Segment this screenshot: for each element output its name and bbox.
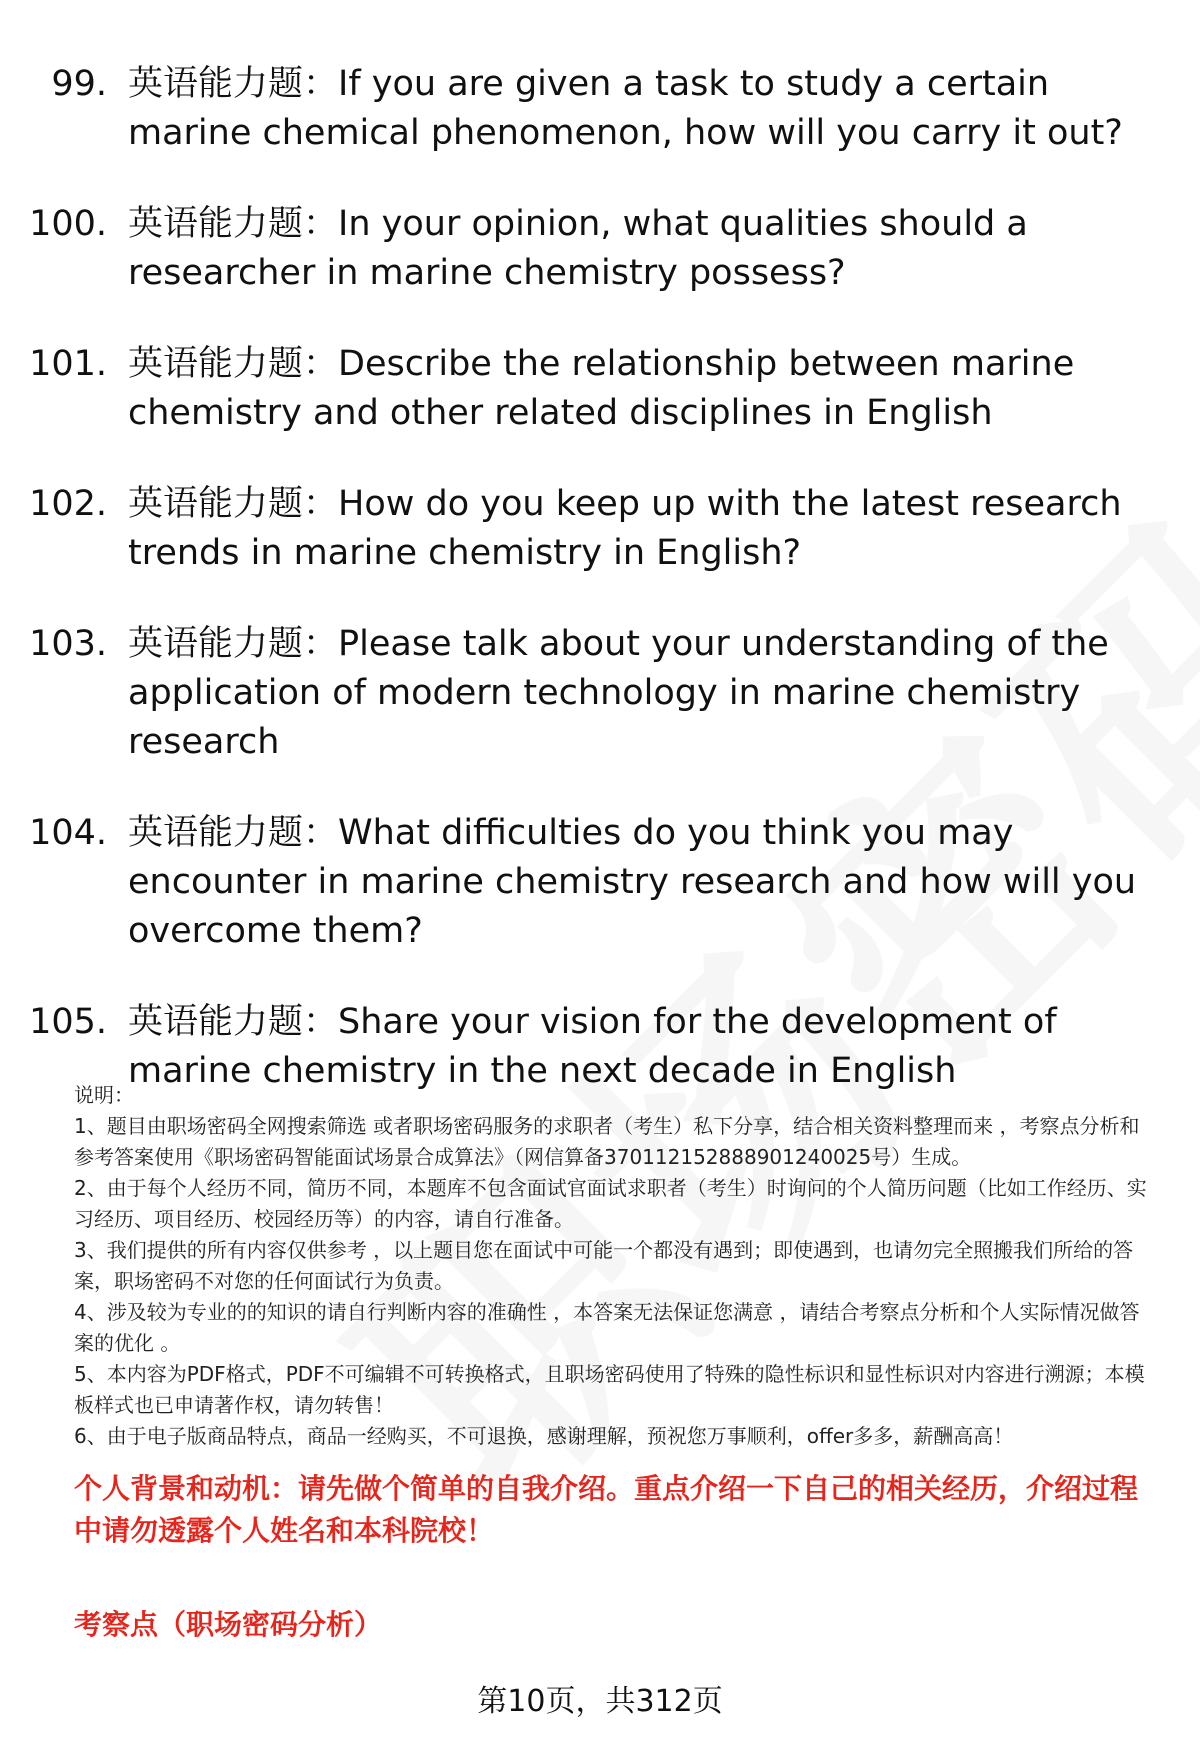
question-prefix: 英语能力题：	[128, 64, 339, 104]
question-text: Please talk about your understanding of the application of modern technology in marine chemistry research	[128, 624, 1109, 762]
section-heading: 个人背景和动机：请先做个简单的自我介绍。重点介绍一下自己的相关经历，介绍过程中请勿透露个人姓名和本科院校！	[74, 1472, 1139, 1547]
page-number: 第10页，共312页	[477, 1684, 723, 1719]
question-number: 103.	[29, 624, 107, 664]
question-number: 99.	[51, 64, 107, 104]
question-prefix: 英语能力题：	[128, 484, 339, 524]
question-text: Describe the relationship between marine chemistry and other related disciplines in English	[128, 344, 1075, 433]
question-text: If you are given a task to study a certain marine chemical phenomenon, how will you carry it out?	[128, 64, 1123, 153]
note-item: 1、题目由职场密码全网搜索筛选 或者职场密码服务的求职者（考生）私下分享，结合相关资料整理而来 ，考察点分析和参考答案使用《职场密码智能面试场景合成算法》（网信算备370112152888901240025号）生成。	[74, 1114, 1140, 1169]
question-prefix: 英语能力题：	[128, 204, 339, 244]
question-prefix: 英语能力题：	[128, 344, 339, 384]
question-number: 100.	[29, 204, 107, 244]
notes-title: 说明：	[74, 1083, 134, 1107]
note-item: 5、本内容为PDF格式，PDF不可编辑不可转换格式，且职场密码使用了特殊的隐性标识和显性标识对内容进行溯源；本模板样式也已申请著作权，请勿转售！	[74, 1362, 1145, 1417]
question-number: 104.	[29, 813, 107, 853]
question-body	[128, 620, 1138, 767]
question-body	[128, 480, 1138, 578]
question-prefix: 英语能力题：	[128, 1002, 339, 1042]
question-body	[128, 60, 1138, 158]
question-number: 101.	[29, 344, 107, 384]
question-text: In your opinion, what qualities should a researcher in marine chemistry possess?	[128, 204, 1028, 293]
question-body	[128, 340, 1138, 438]
notes-section	[74, 1080, 1159, 1452]
subsection-heading: 考察点（职场密码分析）	[74, 1608, 383, 1641]
note-item: 3、我们提供的所有内容仅供参考 ，以上题目您在面试中可能一个都没有遇到；即使遇到，也请勿完全照搬我们所给的答案，职场密码不对您的任何面试行为负责。	[74, 1238, 1134, 1293]
question-item	[0, 620, 1200, 767]
question-text: What difficulties do you think you may encounter in marine chemistry research and how will you overcome them?	[128, 813, 1137, 951]
question-text: Share your vision for the development of marine chemistry in the next decade in English	[128, 1002, 1057, 1091]
question-text: How do you keep up with the latest research trends in marine chemistry in English?	[128, 484, 1122, 573]
question-prefix: 英语能力题：	[128, 813, 339, 853]
question-body	[128, 200, 1138, 298]
question-item	[0, 60, 1200, 158]
question-item	[0, 809, 1200, 956]
question-prefix: 英语能力题：	[128, 624, 339, 664]
note-item: 6、由于电子版商品特点，商品一经购买，不可退换，感谢理解，预祝您万事顺利，offer多多，薪酬高高！	[74, 1424, 1014, 1448]
question-body	[128, 809, 1138, 956]
question-item	[0, 340, 1200, 438]
question-number: 102.	[29, 484, 107, 524]
question-list	[0, 60, 1200, 1138]
question-number: 105.	[29, 1002, 107, 1042]
question-item	[0, 200, 1200, 298]
note-item: 2、由于每个人经历不同，简历不同，本题库不包含面试官面试求职者（考生）时询问的个人简历问题（比如工作经历、实习经历、项目经历、校园经历等）的内容，请自行准备。	[74, 1176, 1147, 1231]
note-item: 4、涉及较为专业的的知识的请自行判断内容的准确性 ，本答案无法保证您满意 ，请结合考察点分析和个人实际情况做答案的优化 。	[74, 1300, 1140, 1355]
question-item	[0, 480, 1200, 578]
